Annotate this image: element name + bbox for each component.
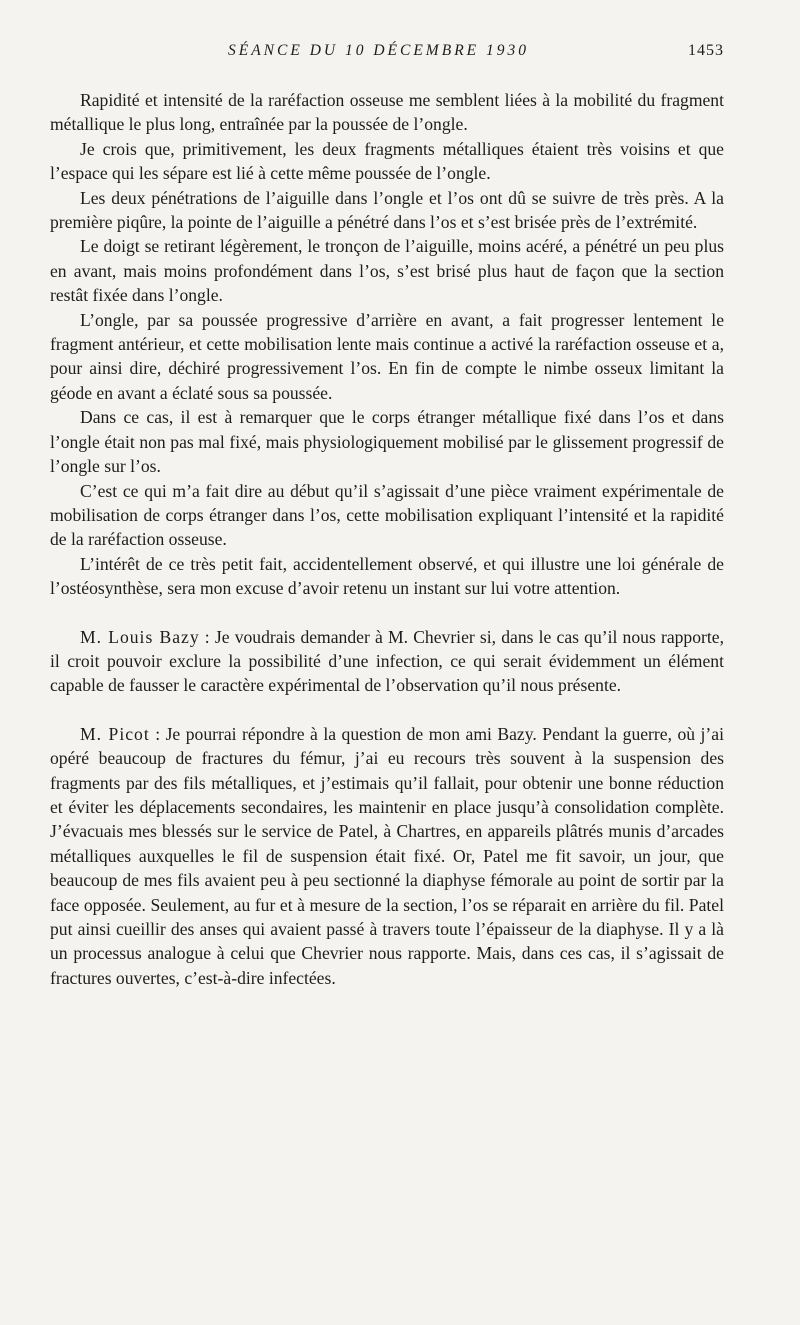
paragraph: Le doigt se retirant légèrement, le tronçon de l’aiguille, moins acéré, a pénétré un peu plus en avant, mais moins profondément dans l’os, s’est brisé plus haut de façon que la section restât fixée dans l’ongle. xyxy=(50,236,724,306)
intervention-bazy xyxy=(50,625,724,698)
page-header xyxy=(50,42,724,68)
paragraph: L’ongle, par sa poussée progressive d’arrière en avant, a fait progresser lentement le fragment antérieur, et cette mobilisation lente mais continue a activé la raréfaction osseuse et a, pour ainsi dire, déchiré progressivement l’os. En fin de compte le nimbe osseux limitant la géode en avant a éclaté sous sa poussée. xyxy=(50,309,724,403)
paragraph: Dans ce cas, il est à remarquer que le corps étranger métallique fixé dans l’os et dans l’ongle était non pas mal fixé, mais physiologiquement mobilisé par le glissement progressif de l’ongle sur l’os. xyxy=(50,407,724,477)
article-body xyxy=(50,88,724,990)
page-number: 1453 xyxy=(688,42,724,59)
intervention-text: : Je voudrais demander à M. Chevrier si, dans le cas qu’il nous rapporte, il croit pouvoir exclure la possibilité d’une infection, ce qui serait évidemment un élément capable de fausser le caractère expérimental de l’observation qu’il nous présente. xyxy=(50,626,724,696)
speaker-name: M. Louis Bazy xyxy=(80,626,200,647)
paragraph: C’est ce qui m’a fait dire au début qu’il s’agissait d’une pièce vraiment expérimentale de mobilisation de corps étranger dans l’os, cette mobilisation expliquant l’intensité et la rapidité de la raréfaction osseuse. xyxy=(50,480,724,550)
paragraph: L’intérêt de ce très petit fait, accidentellement observé, et qui illustre une loi générale de l’ostéosynthèse, sera mon excuse d’avoir retenu un instant sur lui votre attention. xyxy=(50,553,724,599)
running-title: SÉANCE DU 10 DÉCEMBRE 1930 xyxy=(228,42,530,59)
speaker-name: M. Picot xyxy=(80,723,150,744)
paragraph: Rapidité et intensité de la raréfaction osseuse me semblent liées à la mobilité du fragment métallique le plus long, entraînée par la poussée de l’ongle. xyxy=(50,90,724,135)
paragraph: Je crois que, primitivement, les deux fragments métalliques étaient très voisins et que l’espace qui les sépare est lié à cette même poussée de l’ongle. xyxy=(50,138,724,184)
intervention-text: : Je pourrai répondre à la question de mon ami Bazy. Pendant la guerre, où j’ai opéré beaucoup de fractures du fémur, j’ai eu recours très souvent à la suspension des fragments par des fils métalliques, et j’estimais qu’il fallait, pour obtenir une bonne réduction et éviter les déplacements secondaires, les maintenir en place jusqu’à consolidation complète. J’évacuais mes blessés sur le service de Patel, à Chartres, en appareils plâtrés munis d’arcades métalliques auxquelles le fil de suspension était fixé. Or, Patel me fit savoir, un jour, que beaucoup de mes fils avaient peu à peu sectionné la diaphyse fémorale au point de sortir par la face opposée. Seulement, au fur et à mesure de la section, l’os se réparait en arrière du fil. Patel put ainsi cueillir des anses qui avaient passé à travers toute l’épaisseur de la diaphyse. Il y a là un processus analogue à celui que Chevrier nous rapporte. Mais, dans ces cas, il s’agissait de fractures ouvertes, c’est-à-dire infectées. xyxy=(50,723,724,988)
intervention-picot xyxy=(50,722,724,990)
paragraph: Les deux pénétrations de l’aiguille dans l’ongle et l’os ont dû se suivre de très près. A la première piqûre, la pointe de l’aiguille a pénétré dans l’os et s’est brisée près de l’extrémité. xyxy=(50,187,724,233)
